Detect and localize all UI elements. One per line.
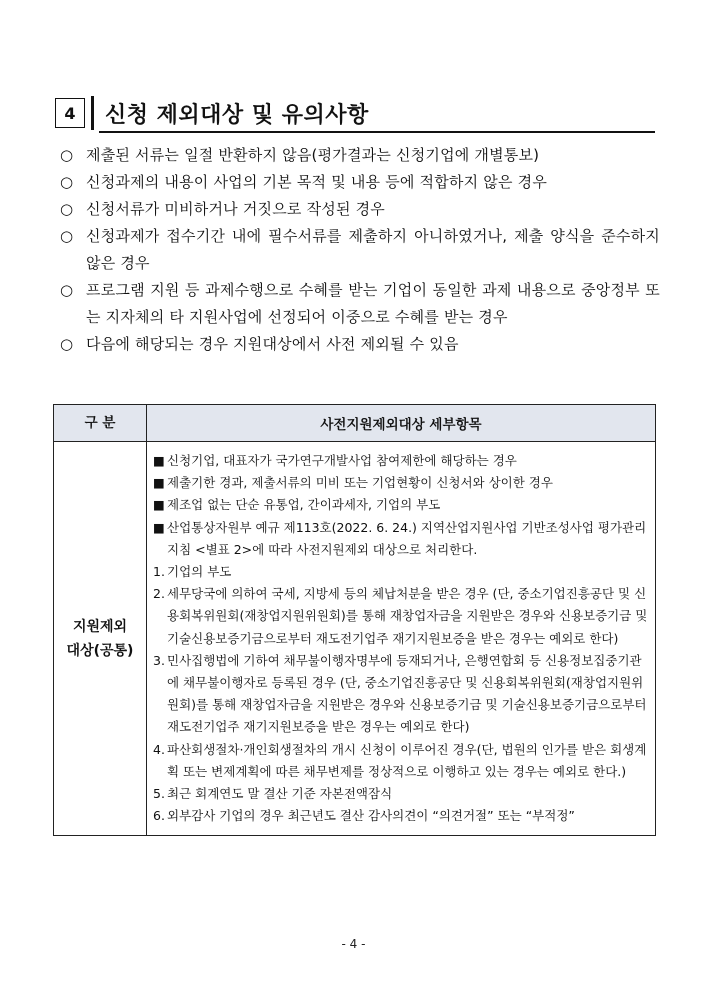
square-item [153,517,649,561]
category-cell [54,442,147,836]
item-number: 3. [153,652,165,668]
circle-bullet-icon: ○ [60,335,74,353]
list-item [60,331,660,358]
numbered-item [153,805,649,827]
numbered-item [153,583,649,650]
list-item [60,169,660,196]
square-item [153,450,649,472]
numbered-item-text: 세무당국에 의하여 국세, 지방세 등의 체납처분을 받은 경우 (단, 중소기업진흥공단 및 신용회복위원회(재창업지원위원회)를 통해 재창업자금을 지원받은 경우와 신용보증기금 및 기술신용보증기금으로부터 재도전기업주 재기지원보증을 받은 경우는 예외로 한다) [167,586,648,646]
list-item-text: 신청과제의 내용이 사업의 기본 목적 및 내용 등에 적합하지 않은 경우 [86,173,548,191]
list-item-text: 프로그램 지원 등 과제수행으로 수혜를 받는 기업이 동일한 과제 내용으로 중앙정부 또는 지자체의 타 지원사업에 선정되어 이중으로 수혜를 받는 경우 [86,281,660,326]
column-header-category: 구 분 [54,405,147,442]
item-number: 1. [153,564,165,580]
section-number: 4 [55,98,85,128]
square-item-text: 산업통상자원부 예규 제113호(2022. 6. 24.) 지역산업지원사업 기반조성사업 평가관리 지침 <별표 2>에 따라 사전지원제외 대상으로 처리한다. [167,519,647,557]
header-divider [91,96,94,130]
item-number: 5. [153,786,165,802]
list-item [60,196,660,223]
header-underline [99,131,655,133]
circle-bullet-icon: ○ [60,173,74,191]
section-title: 신청 제외대상 및 유의사항 [105,103,369,128]
numbered-item [153,561,649,583]
category-label-line2: 대상(공통) [66,642,134,659]
square-bullet-icon: ■ [153,453,165,468]
square-item-text: 제조업 없는 단순 유통업, 간이과세자, 기업의 부도 [167,497,441,513]
section-header [55,94,655,134]
square-item [153,494,649,516]
square-bullet-icon: ■ [153,475,165,491]
square-bullet-icon: ■ [153,497,165,513]
list-item [60,277,660,331]
numbered-item [153,783,649,805]
exclusion-criteria-table [53,404,656,836]
list-item [60,142,660,169]
circle-bullet-icon: ○ [60,146,74,164]
notice-list [60,142,660,358]
numbered-item-text: 민사집행법에 기하여 채무불이행자명부에 등재되거나, 은행연합회 등 신용정보집중기관에 채무불이행자로 등록된 경우 (단, 중소기업진흥공단 및 신용회복위원회(재창업지원위원회)를 통해 재창업자금을 지원받은 경우와 신용보증기금 및 기술신용보증기금으로부터 재도전기업주 재기지원보증을 받은 경우는 예외로 한다) [167,652,647,735]
square-item-text: 제출기한 경과, 제출서류의 미비 또는 기업현황이 신청서와 상이한 경우 [167,475,553,491]
square-bullet-icon: ■ [153,519,165,535]
column-header-details: 사전지원제외대상 세부항목 [147,405,656,442]
square-item-text: 신청기업, 대표자가 국가연구개발사업 참여제한에 해당하는 경우 [167,453,517,468]
circle-bullet-icon: ○ [60,281,74,299]
item-number: 6. [153,808,165,824]
page-number: - 4 - [341,937,366,951]
list-item [60,223,660,277]
square-item [153,472,649,494]
numbered-item [153,739,649,783]
list-item-text: 신청서류가 미비하거나 거짓으로 작성된 경우 [86,200,385,218]
numbered-item-text: 최근 회계연도 말 결산 기준 자본전액잠식 [167,786,393,802]
list-item-text: 제출된 서류는 일절 반환하지 않음(평가결과는 신청기업에 개별통보) [86,146,540,164]
category-label-line1: 지원제외 [72,618,128,635]
table-header-row [54,405,656,442]
details-cell [147,442,656,836]
circle-bullet-icon: ○ [60,227,74,245]
item-number: 4. [153,741,165,757]
numbered-item-text: 외부감사 기업의 경우 최근년도 결산 감사의견이 “의견거절” 또는 “부적정” [167,808,575,824]
numbered-item-text: 기업의 부도 [167,564,232,580]
circle-bullet-icon: ○ [60,200,74,218]
numbered-item-text: 파산회생절차·개인회생절차의 개시 신청이 이루어진 경우(단, 법원의 인가를 받은 회생계획 또는 변제계획에 따른 채무변제를 정상적으로 이행하고 있는 경우는 예외로 한다.) [167,741,647,779]
list-item-text: 다음에 해당되는 경우 지원대상에서 사전 제외될 수 있음 [86,335,459,353]
table-row [54,442,656,836]
list-item-text: 신청과제가 접수기간 내에 필수서류를 제출하지 아니하였거나, 제출 양식을 준수하지 않은 경우 [86,227,660,272]
numbered-item [153,650,649,739]
item-number: 2. [153,586,165,602]
